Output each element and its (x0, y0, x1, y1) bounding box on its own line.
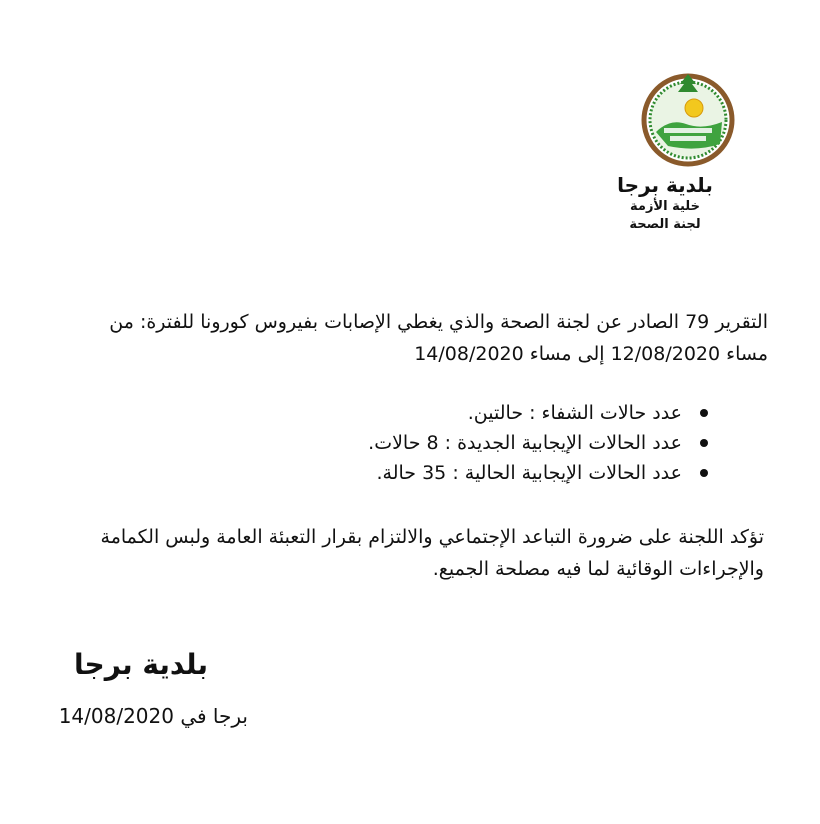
signature-org-name: بلدية برجا (74, 648, 208, 681)
org-name: بلدية برجا (617, 173, 713, 197)
report-intro (48, 306, 768, 370)
advice-line-1: تؤكد اللجنة على ضرورة التباعد الإجتماعي والالتزام بقرار التعبئة العامة ولبس الكمامة (100, 526, 764, 548)
list-item (208, 398, 708, 428)
bullet-icon (700, 469, 708, 477)
list-item (208, 458, 708, 488)
stat-current-positive: عدد الحالات الإيجابية الحالية : 35 حالة. (376, 462, 682, 484)
bullet-icon (700, 439, 708, 447)
advice-line-2: والإجراءات الوقائية لما فيه مصلحة الجميع. (432, 558, 764, 580)
stat-recovered: عدد حالات الشفاء : حالتين. (467, 402, 682, 424)
unit-name: خلية الأزمة (630, 199, 700, 214)
committee-name: لجنة الصحة (629, 217, 701, 232)
signature-place-date: برجا في 14/08/2020 (58, 704, 248, 728)
advice-paragraph (44, 521, 764, 585)
stats-list (208, 398, 708, 488)
municipality-logo (636, 72, 740, 168)
letterhead (600, 172, 730, 234)
stat-new-positive: عدد الحالات الإيجابية الجديدة : 8 حالات. (368, 432, 682, 454)
report-intro-line-2: مساء 12/08/2020 إلى مساء 14/08/2020 (414, 343, 768, 365)
list-item (208, 428, 708, 458)
report-intro-line-1: التقرير 79 الصادر عن لجنة الصحة والذي يغطي الإصابات بفيروس كورونا للفترة: من (109, 311, 768, 333)
bullet-icon (700, 409, 708, 417)
